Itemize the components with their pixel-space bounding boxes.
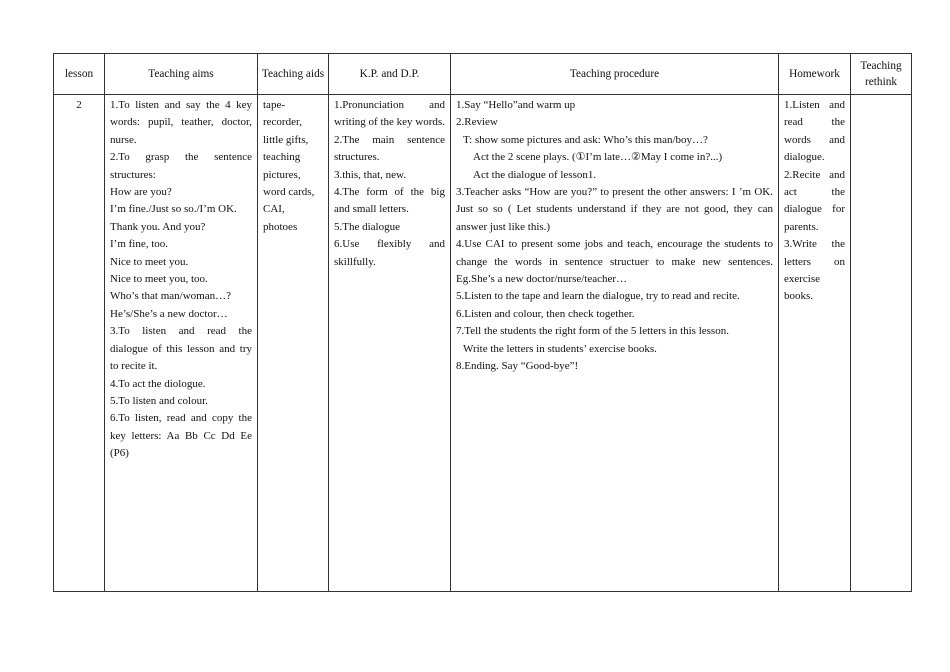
procedure-step: 7.Tell the students the right form of the 5 letters in this lesson. <box>456 325 729 338</box>
aid-item: teaching pictures, <box>263 151 301 181</box>
procedure-step: Act the 2 scene plays. (①I’m late…②May I come in?...) <box>473 151 723 164</box>
aid-item: word cards, <box>263 186 315 199</box>
procedure-step: 3.Teacher asks “How are you?” to present the other answers: I ’m OK. Just so so ( Let students understand if they are not good, they can answer just like this.) <box>456 186 773 233</box>
cell-lesson-number: 2 <box>54 95 105 592</box>
procedure-step: 1.Say “Hello”and warm up <box>456 99 576 111</box>
cell-teaching-aims <box>105 95 258 592</box>
kp-item: 4.The form of the big and small letters. <box>334 186 445 216</box>
aim-item: 4.To act the diologue. <box>110 377 206 390</box>
procedure-step: Act the dialogue of lesson1. <box>473 168 597 181</box>
aid-item: photoes <box>263 220 298 233</box>
header-lesson: lesson <box>54 54 105 95</box>
aid-item: little gifts, <box>263 133 309 146</box>
kp-item: 2.The main sentence structures. <box>334 133 445 164</box>
aim-item: 6.To listen, read and copy the key letters: Aa Bb Cc Dd Ee (P6) <box>110 412 252 460</box>
header-teaching-procedure: Teaching procedure <box>451 54 779 95</box>
cell-kp-dp <box>329 95 451 592</box>
lesson-plan-table <box>53 53 912 592</box>
procedure-step: 5.Listen to the tape and learn the dialogue, try to read and recite. <box>456 290 740 303</box>
aim-item: I’m fine, too. <box>110 238 169 251</box>
homework-item: 1.Listen and read the words and dialogue. <box>784 99 845 164</box>
kp-item: 6.Use flexibly and skillfully. <box>334 238 445 268</box>
table-row <box>54 95 912 592</box>
cell-teaching-rethink <box>851 95 912 592</box>
aim-item: Nice to meet you, too. <box>110 273 208 286</box>
cell-teaching-aids <box>258 95 329 592</box>
cell-teaching-procedure <box>451 95 779 592</box>
aim-item: How are you? <box>110 186 172 199</box>
header-row <box>54 54 912 95</box>
procedure-step: 6.Listen and colour, then check together. <box>456 307 635 320</box>
aid-item: CAI, <box>263 203 285 216</box>
kp-item: 3.this, that, new. <box>334 168 406 181</box>
procedure-step: 4.Use CAI to present some jobs and teach, encourage the students to change the words in sentence structuer to make new sentences. Eg.She’s a new doctor/nurse/teacher… <box>456 238 773 286</box>
aim-item: 3.To listen and read the dialogue of this lesson and try to recite it. <box>110 325 252 373</box>
aim-item: 5.To listen and colour. <box>110 394 208 407</box>
aim-item: 2.To grasp the sentence structures: <box>110 151 252 181</box>
aim-item: He’s/She’s a new doctor… <box>110 307 228 320</box>
cell-homework <box>779 95 851 592</box>
homework-item: 2.Recite and act the dialogue for parents. <box>784 168 845 233</box>
aim-item: Nice to meet you. <box>110 255 189 268</box>
aim-item: 1.To listen and say the 4 key words: pupil, teather, doctor, nurse. <box>110 99 252 146</box>
header-teaching-rethink: Teaching rethink <box>851 54 912 95</box>
procedure-step: 2.Review <box>456 116 498 129</box>
aim-item: Who’s that man/woman…? <box>110 290 231 303</box>
aim-item: I’m fine./Just so so./I’m OK. Thank you. And you? <box>110 203 237 233</box>
header-homework: Homework <box>779 54 851 95</box>
header-teaching-aids: Teaching aids <box>258 54 329 95</box>
homework-item: 3.Write the letters on exercise books. <box>784 238 845 303</box>
procedure-step: 8.Ending. Say “Good-bye”! <box>456 360 579 373</box>
aid-item: tape-recorder, <box>263 99 302 129</box>
procedure-step: Write the letters in students’ exercise books. <box>463 342 657 355</box>
header-kp-dp: K.P. and D.P. <box>329 54 451 95</box>
kp-item: 1.Pronunciation and writing of the key words. <box>334 99 445 129</box>
header-teaching-aims: Teaching aims <box>105 54 258 95</box>
kp-item: 5.The dialogue <box>334 220 400 233</box>
procedure-step: T: show some pictures and ask: Who’s this man/boy…? <box>463 133 708 146</box>
